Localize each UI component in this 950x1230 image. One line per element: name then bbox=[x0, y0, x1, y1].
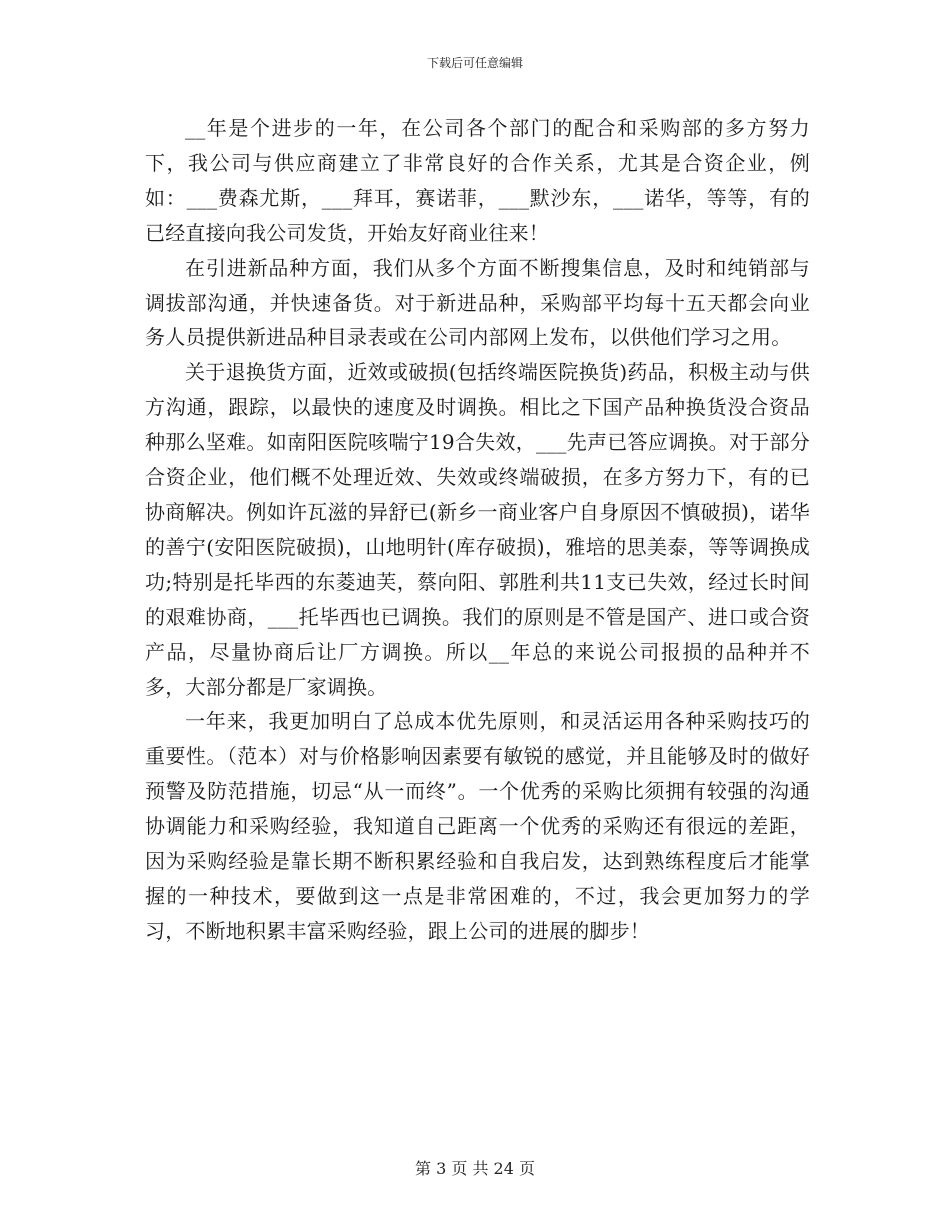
document-body bbox=[145, 111, 810, 949]
paragraph-2: 在引进新品种方面，我们从多个方面不断搜集信息，及时和纯销部与调拔部沟通，并快速备货。对于新进品种，采购部平均每十五天都会向业务人员提供新进品种目录表或在公司内部网上发布，以供他们学习之用。 bbox=[145, 255, 810, 350]
paragraph-4: 一年来，我更加明白了总成本优先原则，和灵活运用各种采购技巧的重要性。（范本）对与价格影响因素要有敏锐的感觉，并且能够及时的做好预警及防范措施，切忌“从一而终”。一个优秀的采购比须拥有较强的沟通协调能力和采购经验，我知道自己距离一个优秀的采购还有很远的差距，因为采购经验是靠长期不断积累经验和自我启发，达到熟练程度后才能掌握的一种技术，要做到这一点是非常困难的，不过，我会更加努力的学习，不断地积累丰富采购经验，跟上公司的进展的脚步！ bbox=[145, 709, 810, 943]
paragraph-1: __年是个进步的一年，在公司各个部门的配合和采购部的多方努力下，我公司与供应商建立了非常良好的合作关系，尤其是合资企业，例如：___费森尤斯，___拜耳，赛诺菲，___默沙东，___诺华，等等，有的已经直接向我公司发货，开始友好商业往来！ bbox=[145, 116, 810, 245]
page-number-footer: 第 3 页 共 24 页 bbox=[415, 1159, 535, 1178]
paragraph-3: 关于退换货方面，近效或破损(包括终端医院换货)药品，积极主动与供方沟通，跟踪，以最快的速度及时调换。相比之下国产品种换货没合资品种那么坚难。如南阳医院咳喘宁19合失效，___先声已答应调换。对于部分合资企业，他们概不处理近效、失效或终端破损，在多方努力下，有的已协商解决。例如许瓦滋的异舒已(新乡一商业客户自身原因不慎破损)，诺华的善宁(安阳医院破损)，山地明针(库存破损)，雅培的思美泰，等等调换成功;特别是托毕西的东菱迪芙，蔡向阳、郭胜利共11支已失效，经过长时间的艰难协商，___托毕西也已调换。我们的原则是不管是国产、进口或合资产品，尽量协商后让厂方调换。所以__年总的来说公司报损的品种并不多，大部分都是厂家调换。 bbox=[145, 360, 810, 699]
page-header-note: 下载后可任意编辑 bbox=[426, 56, 523, 70]
